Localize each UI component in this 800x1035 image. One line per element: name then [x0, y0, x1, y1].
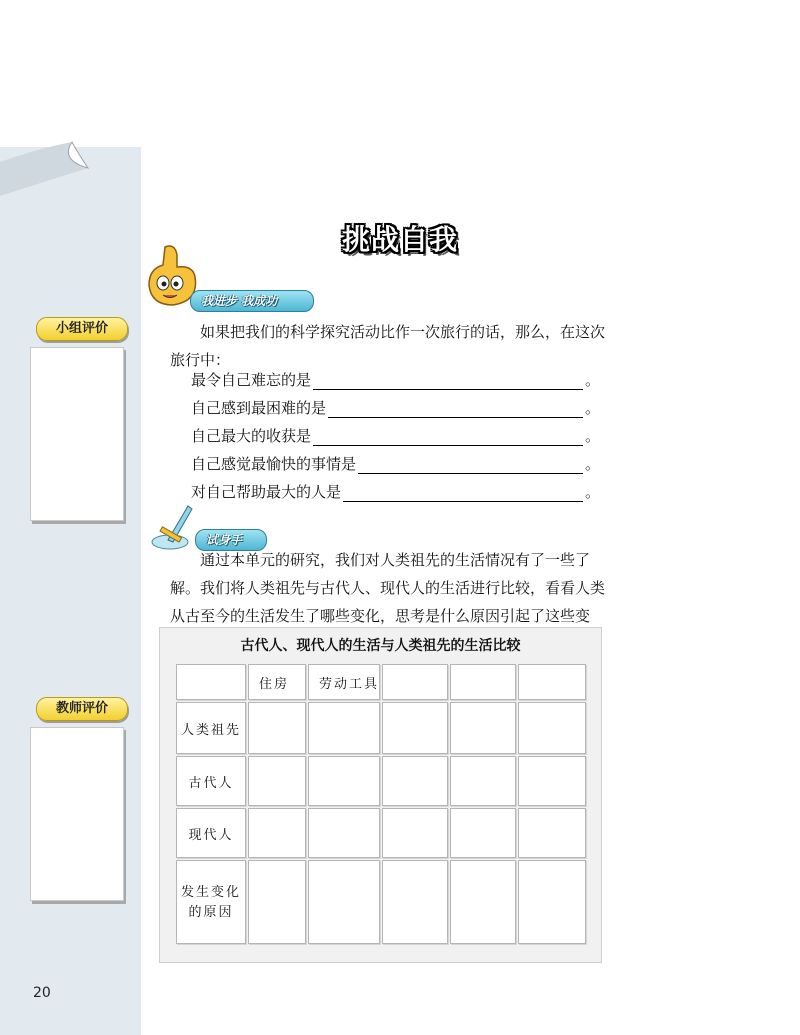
row-header-text: 人类祖先 — [180, 723, 241, 738]
table-column-header — [308, 664, 380, 700]
group-evaluation-box[interactable] — [30, 347, 124, 521]
table-cell[interactable] — [518, 756, 586, 806]
question-text: 最令自己难忘的是 — [191, 371, 312, 389]
row-header-text: 古代人 — [188, 776, 234, 791]
group-evaluation-label: 小组评价 — [36, 317, 128, 341]
answer-blank[interactable] — [358, 457, 583, 474]
table-row-header — [176, 860, 246, 944]
table-cell[interactable] — [308, 808, 380, 858]
table-cell[interactable] — [248, 756, 306, 806]
table-cell[interactable] — [450, 860, 516, 944]
row-header-text: 发生变化 — [180, 885, 241, 900]
table-cell[interactable] — [248, 702, 306, 754]
question-text: 自己最大的收获是 — [191, 427, 312, 445]
section-ribbon-try: 试身手 — [195, 529, 267, 551]
section-ribbon-progress: 我进步 我成功 — [190, 290, 314, 312]
evaluation-sidebar — [0, 147, 141, 1035]
table-column-header — [176, 664, 246, 700]
question-text: 对自己帮助最大的人是 — [191, 483, 342, 501]
teacher-evaluation-label: 教师评价 — [36, 697, 128, 721]
row-header-text: 现代人 — [188, 828, 234, 843]
table-cell[interactable] — [308, 756, 380, 806]
table-cell[interactable] — [382, 702, 448, 754]
table-cell[interactable] — [518, 860, 586, 944]
table-column-header — [450, 664, 516, 700]
question-line: 自己最大的收获是 。 — [191, 427, 601, 445]
table-cell[interactable] — [248, 860, 306, 944]
table-cell[interactable] — [450, 756, 516, 806]
table-cell[interactable] — [518, 702, 586, 754]
table-column-header — [518, 664, 586, 700]
question-text: 自己感到最困难的是 — [191, 399, 327, 417]
table-cell[interactable] — [450, 808, 516, 858]
section2-intro: 通过本单元的研究，我们对人类祖先的生活情况有了一些了解。我们将人类祖先与古代人、现代人的生活进行比较，看看人类从古至今的生活发生了哪些变化，思考是什么原因引起了这些变 — [170, 551, 606, 625]
table-cell[interactable] — [382, 860, 448, 944]
table-cell[interactable] — [382, 808, 448, 858]
question-text: 自己感觉最愉快的事情是 — [191, 455, 357, 473]
page-curl-icon — [0, 140, 90, 196]
answer-blank[interactable] — [313, 373, 583, 390]
table-row-header — [176, 756, 246, 806]
column-header-text: 劳动工具 — [319, 677, 380, 692]
table-cell[interactable] — [308, 702, 380, 754]
table-cell[interactable] — [308, 860, 380, 944]
page-title: 挑战自我 — [341, 223, 458, 256]
teacher-evaluation-box[interactable] — [30, 727, 124, 901]
page-number: 20 — [33, 985, 51, 1001]
comparison-table — [159, 627, 602, 963]
section1-intro: 如果把我们的科学探究活动比作一次旅行的话，那么，在这次旅行中： — [170, 323, 606, 369]
question-line: 自己感觉最愉快的事情是 。 — [191, 455, 601, 473]
question-line: 自己感到最困难的是 。 — [191, 399, 601, 417]
table-column-header — [248, 664, 306, 700]
answer-blank[interactable] — [328, 401, 583, 418]
row-header-text: 的原因 — [188, 905, 234, 920]
table-row-header — [176, 702, 246, 754]
question-line: 对自己帮助最大的人是 。 — [191, 483, 601, 501]
table-cell[interactable] — [450, 702, 516, 754]
table-cell[interactable] — [518, 808, 586, 858]
table-title: 古代人、现代人的生活与人类祖先的生活比较 — [240, 638, 521, 654]
table-column-header — [382, 664, 448, 700]
table-row-header — [176, 808, 246, 858]
table-cell[interactable] — [248, 808, 306, 858]
answer-blank[interactable] — [343, 485, 583, 502]
answer-blank[interactable] — [313, 429, 583, 446]
column-header-text: 住房 — [259, 677, 290, 692]
table-cell[interactable] — [382, 756, 448, 806]
question-line: 最令自己难忘的是 。 — [191, 371, 601, 389]
